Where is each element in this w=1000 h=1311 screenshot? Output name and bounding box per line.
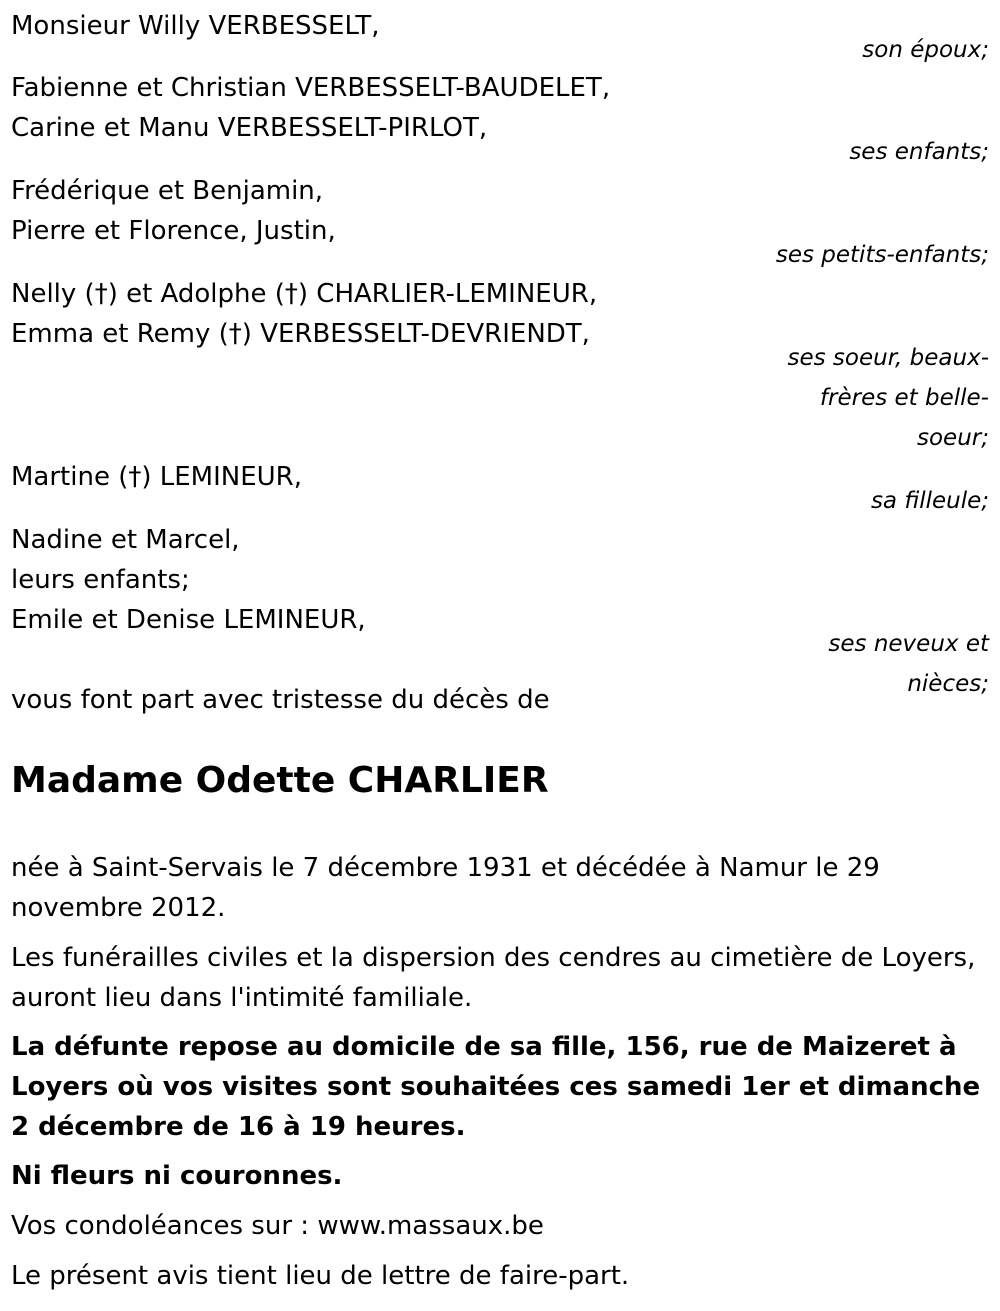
children-line-2: Carine et Manu VERBESSELT-PIRLOT, [11, 113, 488, 143]
grandchildren-line-1: Frédérique et Benjamin, [11, 176, 324, 206]
children-line-1: Fabienne et Christian VERBESSELT-BAUDELET, [11, 73, 611, 103]
funeral-text: Les funérailles civiles et la dispersion des cendres au cimetière de Loyers, auront lieu dans l'intimité familiale. [11, 943, 976, 1013]
intro-text: vous font part avec tristesse du décès de [11, 685, 550, 715]
nephews-line-2: leurs enfants; [11, 565, 190, 595]
goddaughter-name: Martine (†) LEMINEUR, [11, 462, 303, 492]
notice-text: Le présent avis tient lieu de lettre de faire-part. [11, 1261, 630, 1291]
goddaughter-relation: sa filleule; [870, 488, 989, 514]
inlaws-line-2: Emma et Remy (†) VERBESSELT-DEVRIENDT, [11, 319, 590, 349]
inlaws-relation-1: ses soeur, beaux- [787, 345, 989, 371]
visit-text: La défunte repose au domicile de sa fille, 156, rue de Maizeret à Loyers où vos visites sont souhaitées ces samedi 1er et dimanche 2 décembre de 16 à 19 heures. [11, 1032, 981, 1142]
inlaws-relation-3: soeur; [917, 425, 989, 451]
inlaws-line-1: Nelly (†) et Adolphe (†) CHARLIER-LEMINEUR, [11, 279, 598, 309]
nephews-relation-1: ses neveux et [828, 631, 989, 657]
spouse-relation: son époux; [862, 37, 989, 63]
deceased-name: Madame Odette CHARLIER [11, 760, 549, 801]
nephews-line-1: Nadine et Marcel, [11, 525, 240, 555]
flowers-text: Ni fleurs ni couronnes. [11, 1161, 343, 1191]
inlaws-relation-2: frères et belle- [819, 385, 989, 411]
spouse-name: Monsieur Willy VERBESSELT, [11, 11, 380, 41]
nephews-line-3: Emile et Denise LEMINEUR, [11, 605, 366, 635]
grandchildren-relation: ses petits-enfants; [775, 242, 989, 268]
condolences-text: Vos condoléances sur : www.massaux.be [11, 1211, 544, 1241]
grandchildren-line-2: Pierre et Florence, Justin, [11, 216, 336, 246]
birth-death-text: née à Saint-Servais le 7 décembre 1931 et décédée à Namur le 29 novembre 2012. [11, 853, 880, 923]
children-relation: ses enfants; [849, 139, 989, 165]
nephews-relation-2: nièces; [907, 671, 989, 697]
